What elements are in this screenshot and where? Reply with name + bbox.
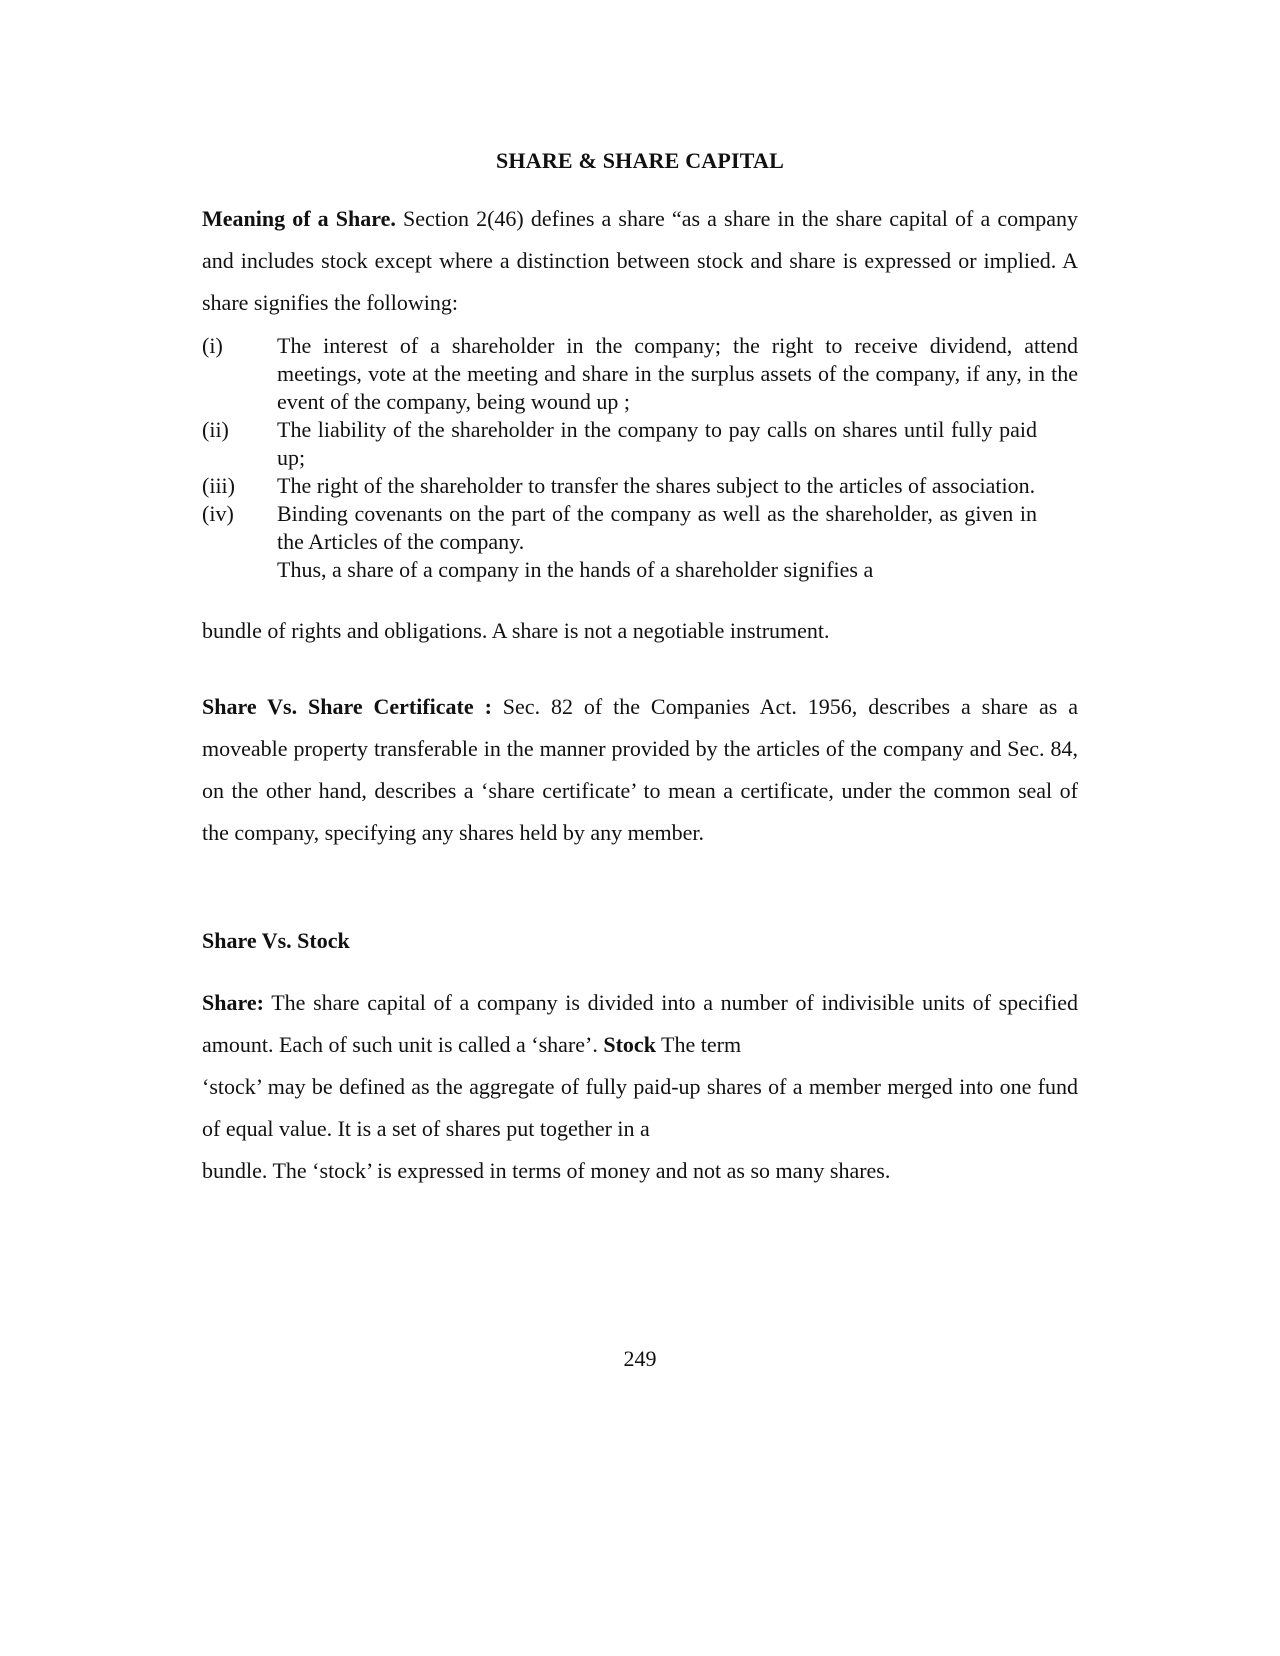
- stock-lead: Stock: [603, 1032, 656, 1057]
- list-number: (iii): [202, 473, 235, 498]
- stock-text: The term: [655, 1032, 742, 1057]
- page-number: 249: [623, 1346, 657, 1371]
- meaning-lead: Meaning of a Share.: [202, 206, 396, 231]
- certificate-text: Sec. 82 of the Companies Act. 1956, describes a share as a moveable property transferable in the manner provided by the articles of the company and Sec. 84, on the other hand, describes a ‘share certificate’ to mean a certificate, under the common seal of the company, specifying any shares held by any member.: [202, 694, 1078, 845]
- list-item: [202, 332, 1078, 416]
- stock-text: ‘stock’ may be defined as the aggregate of fully paid-up shares of a member merged into one fund of equal value. It is a set of shares put together in a: [202, 1074, 1078, 1141]
- list-text: The liability of the shareholder in the company to pay calls on shares until fully paid up;: [277, 417, 1037, 470]
- rights-list: [202, 332, 1078, 584]
- stock-text: bundle. The ‘stock’ is expressed in terms of money and not as so many shares.: [202, 1158, 891, 1183]
- share-stock-paragraph: [202, 982, 1078, 1192]
- list-number: (ii): [202, 417, 229, 442]
- stock-heading: Share Vs. Stock: [202, 928, 350, 953]
- meaning-paragraph: [202, 198, 1078, 324]
- list-item: [202, 416, 1078, 472]
- certificate-paragraph: [202, 686, 1078, 854]
- thus-line: Thus, a share of a company in the hands of a shareholder signifies a: [277, 557, 874, 582]
- share-text: The share capital of a company is divided into a number of indivisible units of specified amount. Each of such unit is called a ‘share’.: [202, 990, 1078, 1057]
- page-title: SHARE & SHARE CAPITAL: [496, 148, 784, 173]
- bundle-line: bundle of rights and obligations. A share is not a negotiable instrument.: [202, 618, 830, 643]
- share-lead: Share:: [202, 990, 264, 1015]
- list-number: (i): [202, 333, 223, 358]
- list-number: (iv): [202, 501, 234, 526]
- certificate-lead: Share Vs. Share Certificate :: [202, 694, 492, 719]
- list-text: The right of the shareholder to transfer the shares subject to the articles of association.: [277, 473, 1036, 498]
- list-item: [202, 500, 1078, 556]
- list-text: The interest of a shareholder in the company; the right to receive dividend, attend meetings, vote at the meeting and share in the surplus assets of the company, if any, in the event of the company, being wound up ;: [277, 333, 1078, 414]
- list-item: [202, 472, 1078, 500]
- list-text: Binding covenants on the part of the company as well as the shareholder, as given in the Articles of the company.: [277, 501, 1037, 554]
- meaning-text: Section 2(46) defines a share “as a share in the share capital of a company and includes stock except where a distinction between stock and share is expressed or implied. A share signifies the following:: [202, 206, 1078, 315]
